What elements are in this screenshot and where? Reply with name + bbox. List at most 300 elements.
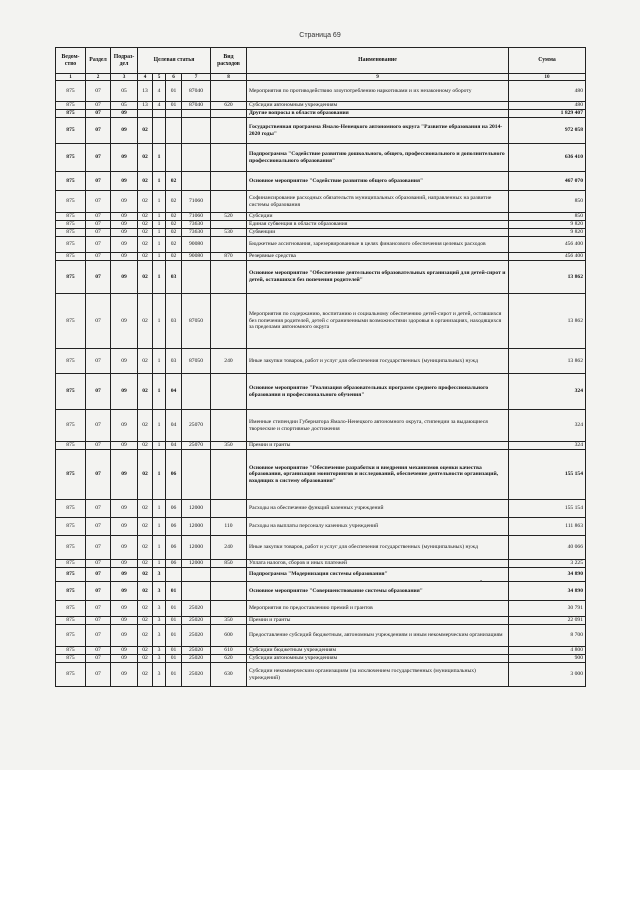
table-row bbox=[56, 294, 586, 349]
program-cell: 13 bbox=[138, 81, 153, 102]
subprogram-cell: 1 bbox=[153, 294, 166, 349]
direction-cell: 25070 bbox=[182, 410, 211, 442]
event-cell: 01 bbox=[166, 625, 182, 647]
sum-cell: 480 bbox=[509, 81, 586, 102]
razdel-cell: 07 bbox=[86, 81, 111, 102]
event-cell: 02 bbox=[166, 229, 182, 237]
subprogram-cell: 1 bbox=[153, 191, 166, 213]
direction-cell bbox=[182, 261, 211, 294]
program-cell: 02 bbox=[138, 518, 153, 536]
sum-cell: 30 791 bbox=[509, 601, 586, 617]
event-cell: 01 bbox=[166, 102, 182, 110]
razdel-cell: 07 bbox=[86, 410, 111, 442]
subprogram-cell: 1 bbox=[153, 410, 166, 442]
program-cell: 02 bbox=[138, 253, 153, 261]
name-cell: Субвенции bbox=[247, 229, 509, 237]
program-cell: 02 bbox=[138, 191, 153, 213]
vedomstvo-cell: 875 bbox=[56, 625, 86, 647]
vedomstvo-cell: 875 bbox=[56, 536, 86, 560]
sum-cell: 34 890 bbox=[509, 568, 586, 582]
direction-cell: 90080 bbox=[182, 253, 211, 261]
column-number: 2 bbox=[86, 74, 111, 81]
table-row bbox=[56, 221, 586, 229]
column-number: 3 bbox=[111, 74, 138, 81]
table-row bbox=[56, 213, 586, 221]
vid-cell bbox=[211, 601, 247, 617]
header-razdel: Раздел bbox=[86, 48, 111, 74]
program-cell: 02 bbox=[138, 349, 153, 374]
program-cell: 02 bbox=[138, 410, 153, 442]
direction-cell: 71060 bbox=[182, 191, 211, 213]
table-row bbox=[56, 81, 586, 102]
sum-cell: 13 862 bbox=[509, 294, 586, 349]
subprogram-cell: 1 bbox=[153, 442, 166, 450]
budget-table bbox=[55, 47, 586, 687]
subprogram-cell: 1 bbox=[153, 374, 166, 410]
event-cell: 02 bbox=[166, 191, 182, 213]
vid-cell: 350 bbox=[211, 442, 247, 450]
name-cell: Основное мероприятие "Обеспечение разработки и внедрения механизмов оценки качества образования, организация мониторингов и исследований, обеспечение деятельности организаций, входящих в систему образования" bbox=[247, 450, 509, 500]
subprogram-cell: 1 bbox=[153, 500, 166, 518]
program-cell: 02 bbox=[138, 568, 153, 582]
sum-cell: 155 154 bbox=[509, 450, 586, 500]
vid-cell bbox=[211, 294, 247, 349]
name-cell: Расходы на выплаты персоналу казенных учреждений bbox=[247, 518, 509, 536]
event-cell: 06 bbox=[166, 536, 182, 560]
vedomstvo-cell: 875 bbox=[56, 500, 86, 518]
event-cell: 01 bbox=[166, 601, 182, 617]
podrazdel-cell: 09 bbox=[111, 647, 138, 655]
subprogram-cell: 3 bbox=[153, 663, 166, 687]
sum-cell: 22 091 bbox=[509, 617, 586, 625]
vid-cell bbox=[211, 221, 247, 229]
subprogram-cell: 1 bbox=[153, 450, 166, 500]
vid-cell bbox=[211, 410, 247, 442]
program-cell: 13 bbox=[138, 102, 153, 110]
sum-cell: 9 820 bbox=[509, 221, 586, 229]
subprogram-cell: 1 bbox=[153, 560, 166, 568]
table-row bbox=[56, 374, 586, 410]
podrazdel-cell: 09 bbox=[111, 518, 138, 536]
razdel-cell: 07 bbox=[86, 374, 111, 410]
table-row bbox=[56, 442, 586, 450]
sum-cell: 467 070 bbox=[509, 172, 586, 191]
sum-cell: 900 bbox=[509, 655, 586, 663]
event-cell: 01 bbox=[166, 617, 182, 625]
direction-cell: 25020 bbox=[182, 601, 211, 617]
podrazdel-cell: 09 bbox=[111, 221, 138, 229]
podrazdel-cell: 09 bbox=[111, 261, 138, 294]
header-vedomstvo: Ведом-ство bbox=[56, 48, 86, 74]
vedomstvo-cell: 875 bbox=[56, 374, 86, 410]
program-cell: 02 bbox=[138, 374, 153, 410]
direction-cell bbox=[182, 374, 211, 410]
vedomstvo-cell: 875 bbox=[56, 410, 86, 442]
vid-cell bbox=[211, 118, 247, 144]
name-cell: Уплата налогов, сборов и иных платежей bbox=[247, 560, 509, 568]
sum-cell: 3 225 bbox=[509, 560, 586, 568]
vid-cell: 350 bbox=[211, 617, 247, 625]
direction-cell: 87040 bbox=[182, 102, 211, 110]
name-cell: Премии и гранты bbox=[247, 617, 509, 625]
name-cell: Подпрограмма "Модернизация системы образования" bbox=[247, 568, 509, 582]
program-cell: 02 bbox=[138, 655, 153, 663]
vedomstvo-cell: 875 bbox=[56, 110, 86, 118]
program-cell: 02 bbox=[138, 213, 153, 221]
razdel-cell: 07 bbox=[86, 655, 111, 663]
name-cell: Мероприятия по противодействию злоупотреблению наркотиками и их незаконному обороту bbox=[247, 81, 509, 102]
razdel-cell: 07 bbox=[86, 253, 111, 261]
sum-cell: 34 890 bbox=[509, 582, 586, 601]
column-number: 1 bbox=[56, 74, 86, 81]
event-cell: 06 bbox=[166, 518, 182, 536]
table-row bbox=[56, 625, 586, 647]
vid-cell bbox=[211, 500, 247, 518]
vedomstvo-cell: 875 bbox=[56, 191, 86, 213]
name-cell: Государственная программа Ямало-Ненецкого автономного округа "Развитие образования на 2014-2020 годы" bbox=[247, 118, 509, 144]
podrazdel-cell: 09 bbox=[111, 191, 138, 213]
vedomstvo-cell: 875 bbox=[56, 172, 86, 191]
vedomstvo-cell: 875 bbox=[56, 294, 86, 349]
direction-cell: 73630 bbox=[182, 221, 211, 229]
sum-cell: 456 400 bbox=[509, 253, 586, 261]
podrazdel-cell: 05 bbox=[111, 81, 138, 102]
direction-cell bbox=[182, 118, 211, 144]
razdel-cell: 07 bbox=[86, 102, 111, 110]
table-row bbox=[56, 500, 586, 518]
razdel-cell: 07 bbox=[86, 536, 111, 560]
program-cell: 02 bbox=[138, 625, 153, 647]
event-cell: 01 bbox=[166, 655, 182, 663]
razdel-cell: 07 bbox=[86, 442, 111, 450]
table-row bbox=[56, 253, 586, 261]
vedomstvo-cell: 875 bbox=[56, 118, 86, 144]
name-cell: Софинансирование расходных обязательств муниципальных образований, направленных на развитие системы образования bbox=[247, 191, 509, 213]
program-cell: 02 bbox=[138, 229, 153, 237]
vedomstvo-cell: 875 bbox=[56, 560, 86, 568]
razdel-cell: 07 bbox=[86, 582, 111, 601]
vid-cell: 850 bbox=[211, 560, 247, 568]
vedomstvo-cell: 875 bbox=[56, 144, 86, 172]
table-row bbox=[56, 102, 586, 110]
table-row bbox=[56, 229, 586, 237]
name-cell: Иные закупки товаров, работ и услуг для обеспечения государственных (муниципальных) нужд bbox=[247, 536, 509, 560]
podrazdel-cell: 09 bbox=[111, 237, 138, 253]
vedomstvo-cell: 875 bbox=[56, 647, 86, 655]
razdel-cell: 07 bbox=[86, 617, 111, 625]
razdel-cell: 07 bbox=[86, 229, 111, 237]
direction-cell: 25020 bbox=[182, 663, 211, 687]
subprogram-cell: 1 bbox=[153, 237, 166, 253]
podrazdel-cell: 09 bbox=[111, 655, 138, 663]
vid-cell bbox=[211, 450, 247, 500]
program-cell: 02 bbox=[138, 450, 153, 500]
vedomstvo-cell: 875 bbox=[56, 81, 86, 102]
podrazdel-cell: 09 bbox=[111, 450, 138, 500]
direction-cell: 12000 bbox=[182, 560, 211, 568]
column-number: 4 bbox=[138, 74, 153, 81]
name-cell: Мероприятия по содержанию, воспитанию и социальному обеспечению детей-сирот и детей, оставшихся без попечения родителей, детей с ограниченными возможностями здоровья в организациях, находящихся за пределами автономного округа bbox=[247, 294, 509, 349]
vid-cell: 240 bbox=[211, 349, 247, 374]
subprogram-cell: 3 bbox=[153, 647, 166, 655]
sum-cell: 4 800 bbox=[509, 647, 586, 655]
table-row bbox=[56, 647, 586, 655]
table-body bbox=[56, 81, 586, 687]
event-cell: 02 bbox=[166, 253, 182, 261]
vedomstvo-cell: 875 bbox=[56, 617, 86, 625]
razdel-cell: 07 bbox=[86, 213, 111, 221]
podrazdel-cell: 09 bbox=[111, 110, 138, 118]
razdel-cell: 07 bbox=[86, 118, 111, 144]
podrazdel-cell: 09 bbox=[111, 144, 138, 172]
vedomstvo-cell: 875 bbox=[56, 261, 86, 294]
header-summa: Сумма bbox=[509, 48, 586, 74]
event-cell: 01 bbox=[166, 647, 182, 655]
razdel-cell: 07 bbox=[86, 110, 111, 118]
program-cell: 02 bbox=[138, 172, 153, 191]
subprogram-cell: 1 bbox=[153, 229, 166, 237]
table-row bbox=[56, 655, 586, 663]
razdel-cell: 07 bbox=[86, 144, 111, 172]
subprogram-cell bbox=[153, 118, 166, 144]
subprogram-cell: 1 bbox=[153, 261, 166, 294]
vedomstvo-cell: 875 bbox=[56, 229, 86, 237]
direction-cell bbox=[182, 144, 211, 172]
header-podrazdel: Подраз-дел bbox=[111, 48, 138, 74]
name-cell: Основное мероприятие "Обеспечение деятельности образовательных организаций для детей-сирот и детей, оставшихся без попечения родителей" bbox=[247, 261, 509, 294]
subprogram-cell: 1 bbox=[153, 536, 166, 560]
subprogram-cell: 1 bbox=[153, 518, 166, 536]
razdel-cell: 07 bbox=[86, 663, 111, 687]
sum-cell: 324 bbox=[509, 410, 586, 442]
name-cell: Основное мероприятие "Реализация образовательных программ среднего профессионального образования и профессионального обучения" bbox=[247, 374, 509, 410]
column-number: 8 bbox=[211, 74, 247, 81]
name-cell: Мероприятия по предоставлению премий и грантов bbox=[247, 601, 509, 617]
direction-cell bbox=[182, 568, 211, 582]
column-number: 5 bbox=[153, 74, 166, 81]
column-number: 10 bbox=[509, 74, 586, 81]
name-cell: Премии и гранты bbox=[247, 442, 509, 450]
direction-cell: 25070 bbox=[182, 442, 211, 450]
program-cell: 02 bbox=[138, 536, 153, 560]
vedomstvo-cell: 875 bbox=[56, 663, 86, 687]
event-cell: 02 bbox=[166, 237, 182, 253]
direction-cell: 25020 bbox=[182, 647, 211, 655]
program-cell: 02 bbox=[138, 144, 153, 172]
razdel-cell: 07 bbox=[86, 647, 111, 655]
name-cell: Расходы на обеспечение функций казенных учреждений bbox=[247, 500, 509, 518]
program-cell: 02 bbox=[138, 294, 153, 349]
razdel-cell: 07 bbox=[86, 294, 111, 349]
sum-cell: 8 700 bbox=[509, 625, 586, 647]
podrazdel-cell: 09 bbox=[111, 442, 138, 450]
event-cell: 02 bbox=[166, 213, 182, 221]
table-row bbox=[56, 663, 586, 687]
vedomstvo-cell: 875 bbox=[56, 518, 86, 536]
event-cell bbox=[166, 118, 182, 144]
table-row bbox=[56, 518, 586, 536]
direction-cell: 87040 bbox=[182, 81, 211, 102]
name-cell: Субсидии автономным учреждениям bbox=[247, 102, 509, 110]
name-cell: Иные закупки товаров, работ и услуг для обеспечения государственных (муниципальных) нужд bbox=[247, 349, 509, 374]
vid-cell: 870 bbox=[211, 253, 247, 261]
vid-cell bbox=[211, 582, 247, 601]
program-cell: 02 bbox=[138, 237, 153, 253]
subprogram-cell: 3 bbox=[153, 568, 166, 582]
event-cell: 03 bbox=[166, 294, 182, 349]
header-naimenovanie: Наименование bbox=[247, 48, 509, 74]
direction-cell: 87050 bbox=[182, 294, 211, 349]
sum-cell: 13 862 bbox=[509, 349, 586, 374]
event-cell bbox=[166, 110, 182, 118]
vedomstvo-cell: 875 bbox=[56, 102, 86, 110]
vid-cell bbox=[211, 144, 247, 172]
subprogram-cell: 4 bbox=[153, 102, 166, 110]
direction-cell bbox=[182, 450, 211, 500]
name-cell: Резервные средства bbox=[247, 253, 509, 261]
vid-cell: 530 bbox=[211, 229, 247, 237]
table-row bbox=[56, 536, 586, 560]
program-cell: 02 bbox=[138, 647, 153, 655]
podrazdel-cell: 09 bbox=[111, 213, 138, 221]
table-row bbox=[56, 118, 586, 144]
vedomstvo-cell: 875 bbox=[56, 601, 86, 617]
podrazdel-cell: 09 bbox=[111, 374, 138, 410]
program-cell: 02 bbox=[138, 582, 153, 601]
podrazdel-cell: 09 bbox=[111, 253, 138, 261]
vid-cell bbox=[211, 81, 247, 102]
event-cell: 03 bbox=[166, 261, 182, 294]
subprogram-cell: 3 bbox=[153, 601, 166, 617]
program-cell: 02 bbox=[138, 261, 153, 294]
subprogram-cell: 1 bbox=[153, 213, 166, 221]
table-row bbox=[56, 560, 586, 568]
direction-cell: 12000 bbox=[182, 500, 211, 518]
sum-cell: 1 829 407 bbox=[509, 110, 586, 118]
subprogram-cell: 1 bbox=[153, 144, 166, 172]
name-cell: Единая субвенция в области образования bbox=[247, 221, 509, 229]
program-cell: 02 bbox=[138, 221, 153, 229]
name-cell: Подпрограмма "Содействие развитию дошкольного, общего, профессионального и дополнительного профессионального образования" bbox=[247, 144, 509, 172]
vid-cell: 110 bbox=[211, 518, 247, 536]
podrazdel-cell: 09 bbox=[111, 568, 138, 582]
razdel-cell: 07 bbox=[86, 261, 111, 294]
program-cell: 02 bbox=[138, 663, 153, 687]
subprogram-cell bbox=[153, 110, 166, 118]
direction-cell bbox=[182, 110, 211, 118]
name-cell: Другие вопросы в области образования bbox=[247, 110, 509, 118]
subprogram-cell: 3 bbox=[153, 617, 166, 625]
podrazdel-cell: 09 bbox=[111, 536, 138, 560]
program-cell: 02 bbox=[138, 442, 153, 450]
program-cell bbox=[138, 110, 153, 118]
direction-cell: 73630 bbox=[182, 229, 211, 237]
razdel-cell: 07 bbox=[86, 601, 111, 617]
vid-cell bbox=[211, 237, 247, 253]
vedomstvo-cell: 875 bbox=[56, 582, 86, 601]
sum-cell: 480 bbox=[509, 102, 586, 110]
vedomstvo-cell: 875 bbox=[56, 442, 86, 450]
subprogram-cell: 1 bbox=[153, 172, 166, 191]
event-cell: 01 bbox=[166, 81, 182, 102]
program-cell: 02 bbox=[138, 560, 153, 568]
table-row bbox=[56, 110, 586, 118]
name-cell: Бюджетные ассигнования, зарезервированные в целях финансового обеспечения целевых расходов bbox=[247, 237, 509, 253]
razdel-cell: 07 bbox=[86, 237, 111, 253]
razdel-cell: 07 bbox=[86, 191, 111, 213]
razdel-cell: 07 bbox=[86, 450, 111, 500]
table-row bbox=[56, 601, 586, 617]
subprogram-cell: 3 bbox=[153, 655, 166, 663]
program-cell: 02 bbox=[138, 617, 153, 625]
event-cell bbox=[166, 568, 182, 582]
vid-cell bbox=[211, 191, 247, 213]
vid-cell: 520 bbox=[211, 213, 247, 221]
program-cell: 02 bbox=[138, 500, 153, 518]
vedomstvo-cell: 875 bbox=[56, 221, 86, 229]
razdel-cell: 07 bbox=[86, 500, 111, 518]
event-cell: 06 bbox=[166, 560, 182, 568]
sum-cell: 40 066 bbox=[509, 536, 586, 560]
event-cell: 04 bbox=[166, 374, 182, 410]
event-cell: 02 bbox=[166, 221, 182, 229]
vid-cell: 240 bbox=[211, 536, 247, 560]
vid-cell bbox=[211, 261, 247, 294]
table-row bbox=[56, 582, 586, 601]
vedomstvo-cell: 875 bbox=[56, 568, 86, 582]
name-cell: Субсидии автономным учреждениям bbox=[247, 655, 509, 663]
podrazdel-cell: 09 bbox=[111, 118, 138, 144]
table-row bbox=[56, 144, 586, 172]
column-number-row bbox=[56, 74, 586, 81]
table-row bbox=[56, 237, 586, 253]
podrazdel-cell: 09 bbox=[111, 601, 138, 617]
razdel-cell: 07 bbox=[86, 625, 111, 647]
event-cell: 02 bbox=[166, 172, 182, 191]
vid-cell bbox=[211, 110, 247, 118]
sum-cell: 850 bbox=[509, 213, 586, 221]
name-cell: Основное мероприятие "Содействие развитию общего образования" bbox=[247, 172, 509, 191]
table-row bbox=[56, 172, 586, 191]
sum-cell: 972 058 bbox=[509, 118, 586, 144]
razdel-cell: 07 bbox=[86, 518, 111, 536]
razdel-cell: 07 bbox=[86, 172, 111, 191]
sum-cell: 850 bbox=[509, 191, 586, 213]
direction-cell: 90080 bbox=[182, 237, 211, 253]
event-cell: 01 bbox=[166, 582, 182, 601]
table-row bbox=[56, 191, 586, 213]
program-cell: 02 bbox=[138, 118, 153, 144]
direction-cell: 87050 bbox=[182, 349, 211, 374]
sum-cell: 324 bbox=[509, 442, 586, 450]
event-cell: 01 bbox=[166, 663, 182, 687]
vid-cell: 630 bbox=[211, 663, 247, 687]
sum-cell: 636 410 bbox=[509, 144, 586, 172]
vedomstvo-cell: 875 bbox=[56, 253, 86, 261]
subprogram-cell: 4 bbox=[153, 81, 166, 102]
vedomstvo-cell: 875 bbox=[56, 349, 86, 374]
sum-cell: 155 154 bbox=[509, 500, 586, 518]
podrazdel-cell: 09 bbox=[111, 172, 138, 191]
event-cell: 04 bbox=[166, 442, 182, 450]
table-row bbox=[56, 261, 586, 294]
subprogram-cell: 1 bbox=[153, 349, 166, 374]
vid-cell bbox=[211, 568, 247, 582]
vedomstvo-cell: 875 bbox=[56, 450, 86, 500]
vid-cell bbox=[211, 374, 247, 410]
name-cell: Именные стипендии Губернатора Ямало-Ненецкого автономного округа, стипендии за выдающиеся творческие и спортивные достижения bbox=[247, 410, 509, 442]
column-number: 9 bbox=[247, 74, 509, 81]
